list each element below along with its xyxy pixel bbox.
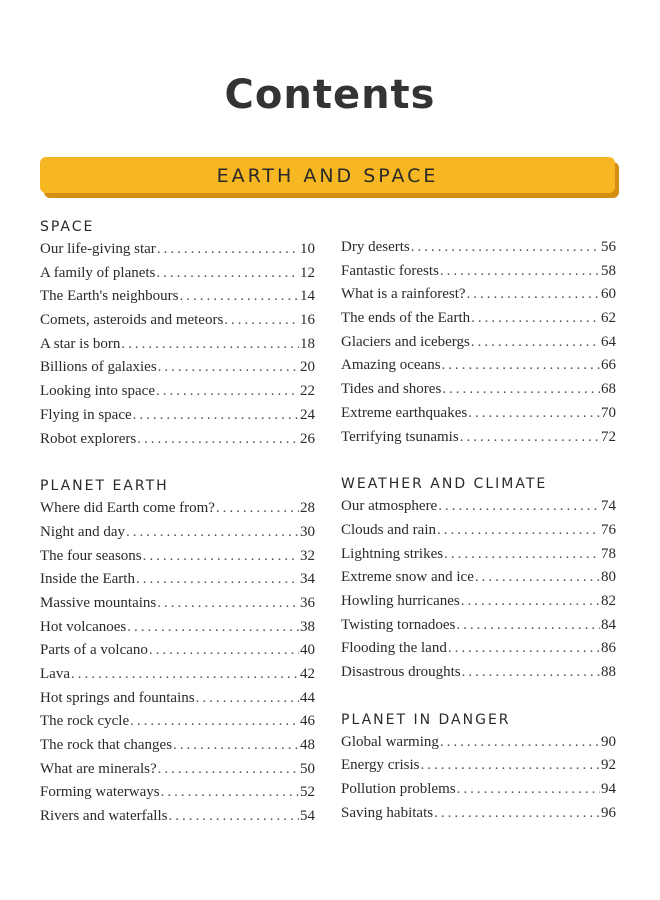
- contents-column-right: [341, 236, 616, 825]
- contents-entry[interactable]: [40, 568, 315, 592]
- dot-leader: [461, 590, 600, 614]
- page-number: 52: [300, 784, 315, 801]
- contents-entry[interactable]: [341, 331, 616, 355]
- dot-leader: [126, 521, 299, 545]
- entry-title: What is a rainforest?: [341, 286, 466, 303]
- contents-section: [341, 236, 616, 449]
- dot-leader: [168, 805, 299, 829]
- entry-title: Clouds and rain: [341, 521, 436, 538]
- contents-entry[interactable]: [341, 637, 616, 661]
- contents-entry[interactable]: [341, 614, 616, 638]
- section-heading: SPACE: [40, 219, 95, 235]
- entry-title: Where did Earth come from?: [40, 500, 215, 517]
- contents-entry[interactable]: [341, 426, 616, 450]
- contents-entry[interactable]: [40, 687, 315, 711]
- contents-entry[interactable]: [40, 592, 315, 616]
- dot-leader: [457, 778, 600, 802]
- page-number: 40: [300, 642, 315, 659]
- page-number: 58: [601, 262, 616, 279]
- contents-entry[interactable]: [341, 566, 616, 590]
- page-number: 80: [601, 569, 616, 586]
- page-number: 68: [601, 381, 616, 398]
- section-gap: [341, 449, 616, 475]
- dot-leader: [442, 378, 600, 402]
- contents-entry[interactable]: [40, 616, 315, 640]
- dot-leader: [133, 404, 299, 428]
- entry-title: Twisting tornadoes: [341, 616, 456, 633]
- contents-entry[interactable]: [40, 497, 315, 521]
- dot-leader: [444, 543, 600, 567]
- page-number: 94: [601, 781, 616, 798]
- dot-leader: [158, 758, 299, 782]
- dot-leader: [471, 307, 600, 331]
- page-number: 16: [300, 312, 315, 329]
- dot-leader: [437, 519, 600, 543]
- dot-leader: [156, 262, 299, 286]
- dot-leader: [157, 592, 299, 616]
- dot-leader: [173, 734, 299, 758]
- contents-column-left: [40, 218, 315, 829]
- entry-title: The rock that changes: [40, 737, 173, 754]
- dot-leader: [71, 663, 299, 687]
- page-number: 22: [300, 383, 315, 400]
- page-number: 90: [601, 733, 616, 750]
- contents-section: [40, 218, 315, 451]
- page-number: 72: [601, 428, 616, 445]
- page-number: 56: [601, 239, 616, 255]
- section-banner: [40, 157, 615, 193]
- page-number: 74: [601, 498, 616, 515]
- dot-leader: [448, 637, 600, 661]
- dot-leader: [130, 710, 299, 734]
- contents-entry[interactable]: [40, 521, 315, 545]
- contents-entry[interactable]: [341, 307, 616, 331]
- dot-leader: [468, 402, 600, 426]
- entry-title: Glaciers and icebergs: [341, 333, 470, 350]
- page-number: 92: [601, 757, 616, 774]
- contents-entry[interactable]: [40, 805, 315, 829]
- contents-entry[interactable]: [40, 734, 315, 758]
- page-number: 60: [601, 286, 616, 303]
- contents-entry[interactable]: [341, 590, 616, 614]
- section-heading: PLANET EARTH: [40, 478, 169, 495]
- contents-entry[interactable]: [40, 238, 315, 262]
- contents-entry[interactable]: [341, 802, 616, 826]
- entry-title: Extreme earthquakes: [341, 404, 468, 421]
- contents-entry[interactable]: [40, 333, 315, 357]
- dot-leader: [475, 566, 600, 590]
- entry-title: A family of planets: [40, 264, 156, 281]
- contents-entry[interactable]: [40, 285, 315, 309]
- dot-leader: [440, 260, 600, 284]
- contents-entry[interactable]: [40, 758, 315, 782]
- entry-title: Hot springs and fountains: [40, 689, 195, 706]
- page-number: 50: [300, 760, 315, 777]
- page-number: 48: [300, 737, 315, 754]
- dot-leader: [158, 356, 299, 380]
- entry-title: What are minerals?: [40, 760, 157, 777]
- dot-leader: [127, 616, 299, 640]
- dot-leader: [420, 754, 600, 778]
- entry-title: The four seasons: [40, 547, 142, 564]
- contents-entry[interactable]: [40, 710, 315, 734]
- entry-title: Lightning strikes: [341, 545, 444, 562]
- page-number: 38: [300, 618, 315, 635]
- page-number: 24: [300, 406, 315, 423]
- entry-title: Rivers and waterfalls: [40, 808, 168, 825]
- section-heading: PLANET IN DANGER: [341, 711, 511, 728]
- page-number: 30: [300, 523, 315, 540]
- contents-entry[interactable]: [341, 495, 616, 519]
- entry-title: A star is born: [40, 335, 121, 352]
- page-number: 32: [300, 547, 315, 564]
- contents-entry[interactable]: [40, 356, 315, 380]
- entry-title: The Earth's neighbours: [40, 288, 179, 305]
- entry-title: Forming waterways: [40, 784, 160, 801]
- section-gap: [40, 451, 315, 477]
- entry-title: Saving habitats: [341, 804, 434, 821]
- entry-title: Lava: [40, 666, 70, 682]
- page-number: 44: [300, 689, 315, 706]
- page-number: 86: [601, 640, 616, 657]
- dot-leader: [137, 428, 299, 452]
- page-number: 28: [300, 500, 315, 517]
- entry-title: Howling hurricanes: [341, 592, 460, 609]
- entry-title: The ends of the Earth: [341, 310, 471, 327]
- entry-title: Billions of galaxies: [40, 359, 157, 376]
- page-number: 10: [300, 241, 315, 257]
- entry-title: Our life-giving star: [40, 241, 156, 257]
- contents-entry[interactable]: [40, 262, 315, 286]
- dot-leader: [462, 661, 600, 685]
- dot-leader: [149, 639, 299, 663]
- entry-title: Amazing oceans: [341, 357, 441, 374]
- entry-title: Night and day: [40, 523, 125, 540]
- contents-entry[interactable]: [40, 404, 315, 428]
- contents-entry[interactable]: [341, 543, 616, 567]
- entry-title: Dry deserts: [341, 239, 410, 255]
- contents-entry[interactable]: [341, 283, 616, 307]
- page-number: 96: [601, 804, 616, 821]
- page-number: 46: [300, 713, 315, 730]
- page-number: 64: [601, 333, 616, 350]
- entry-title: Looking into space: [40, 383, 155, 400]
- entry-title: Global warming: [341, 733, 439, 750]
- page-number: 12: [300, 264, 315, 281]
- page-number: 26: [300, 430, 315, 447]
- page-number: 20: [300, 359, 315, 376]
- entry-title: The rock cycle: [40, 713, 130, 730]
- contents-entry[interactable]: [341, 354, 616, 378]
- page-number: 54: [300, 808, 315, 825]
- entry-title: Our atmosphere: [341, 498, 438, 515]
- contents-entry[interactable]: [341, 402, 616, 426]
- entry-title: Pollution problems: [341, 781, 456, 798]
- page-number: 82: [601, 592, 616, 609]
- entry-title: Robot explorers: [40, 430, 137, 447]
- contents-entry[interactable]: [341, 778, 616, 802]
- contents-entry[interactable]: [40, 428, 315, 452]
- page-number: 62: [601, 310, 616, 327]
- entry-title: Disastrous droughts: [341, 664, 461, 680]
- page-number: 36: [300, 594, 315, 611]
- contents-entry[interactable]: [341, 661, 616, 685]
- contents-entry[interactable]: [40, 545, 315, 569]
- dot-leader: [121, 333, 299, 357]
- contents-entry[interactable]: [341, 731, 616, 755]
- entry-title: Comets, asteroids and meteors: [40, 312, 224, 329]
- entry-title: Flooding the land: [341, 640, 447, 657]
- entry-title: Energy crisis: [341, 757, 420, 774]
- page-number: 34: [300, 571, 315, 588]
- contents-entry[interactable]: [341, 236, 616, 260]
- contents-entry[interactable]: [40, 663, 315, 687]
- dot-leader: [467, 283, 600, 307]
- page-number: 18: [300, 335, 315, 352]
- contents-entry[interactable]: [40, 781, 315, 805]
- dot-leader: [224, 309, 299, 333]
- contents-entry[interactable]: [40, 380, 315, 404]
- page-number: 14: [300, 288, 315, 305]
- dot-leader: [156, 380, 299, 404]
- dot-leader: [460, 426, 600, 450]
- entry-title: Parts of a volcano: [40, 642, 148, 659]
- contents-entry[interactable]: [341, 378, 616, 402]
- dot-leader: [157, 238, 299, 262]
- dot-leader: [143, 545, 299, 569]
- dot-leader: [442, 354, 600, 378]
- contents-section: [40, 477, 315, 829]
- page-number: 84: [601, 616, 616, 633]
- dot-leader: [196, 687, 299, 711]
- page-number: 42: [300, 666, 315, 682]
- entry-title: Flying in space: [40, 406, 132, 423]
- page-number: 78: [601, 545, 616, 562]
- dot-leader: [136, 568, 299, 592]
- section-gap: [341, 685, 616, 711]
- dot-leader: [411, 236, 600, 260]
- page-number: 70: [601, 404, 616, 421]
- entry-title: Hot volcanoes: [40, 618, 127, 635]
- entry-title: Extreme snow and ice: [341, 569, 474, 586]
- contents-section: [341, 475, 616, 685]
- dot-leader: [216, 497, 299, 521]
- entry-title: Inside the Earth: [40, 571, 135, 588]
- contents-entry[interactable]: [40, 309, 315, 333]
- contents-entry[interactable]: [40, 639, 315, 663]
- dot-leader: [471, 331, 600, 355]
- contents-entry[interactable]: [341, 519, 616, 543]
- dot-leader: [434, 802, 600, 826]
- dot-leader: [438, 495, 600, 519]
- entry-title: Terrifying tsunamis: [341, 428, 459, 445]
- contents-section: [341, 711, 616, 826]
- contents-entry[interactable]: [341, 260, 616, 284]
- page-title: Contents: [224, 72, 436, 118]
- entry-title: Massive mountains: [40, 594, 157, 611]
- page-number: 76: [601, 521, 616, 538]
- banner-title: EARTH AND SPACE: [216, 165, 439, 187]
- dot-leader: [456, 614, 600, 638]
- page-number: 66: [601, 357, 616, 374]
- dot-leader: [440, 731, 600, 755]
- entry-title: Fantastic forests: [341, 262, 439, 279]
- dot-leader: [180, 285, 299, 309]
- entry-title: Tides and shores: [341, 381, 442, 398]
- page-number: 88: [601, 664, 616, 680]
- dot-leader: [161, 781, 299, 805]
- contents-entry[interactable]: [341, 754, 616, 778]
- section-heading: WEATHER AND CLIMATE: [341, 476, 548, 493]
